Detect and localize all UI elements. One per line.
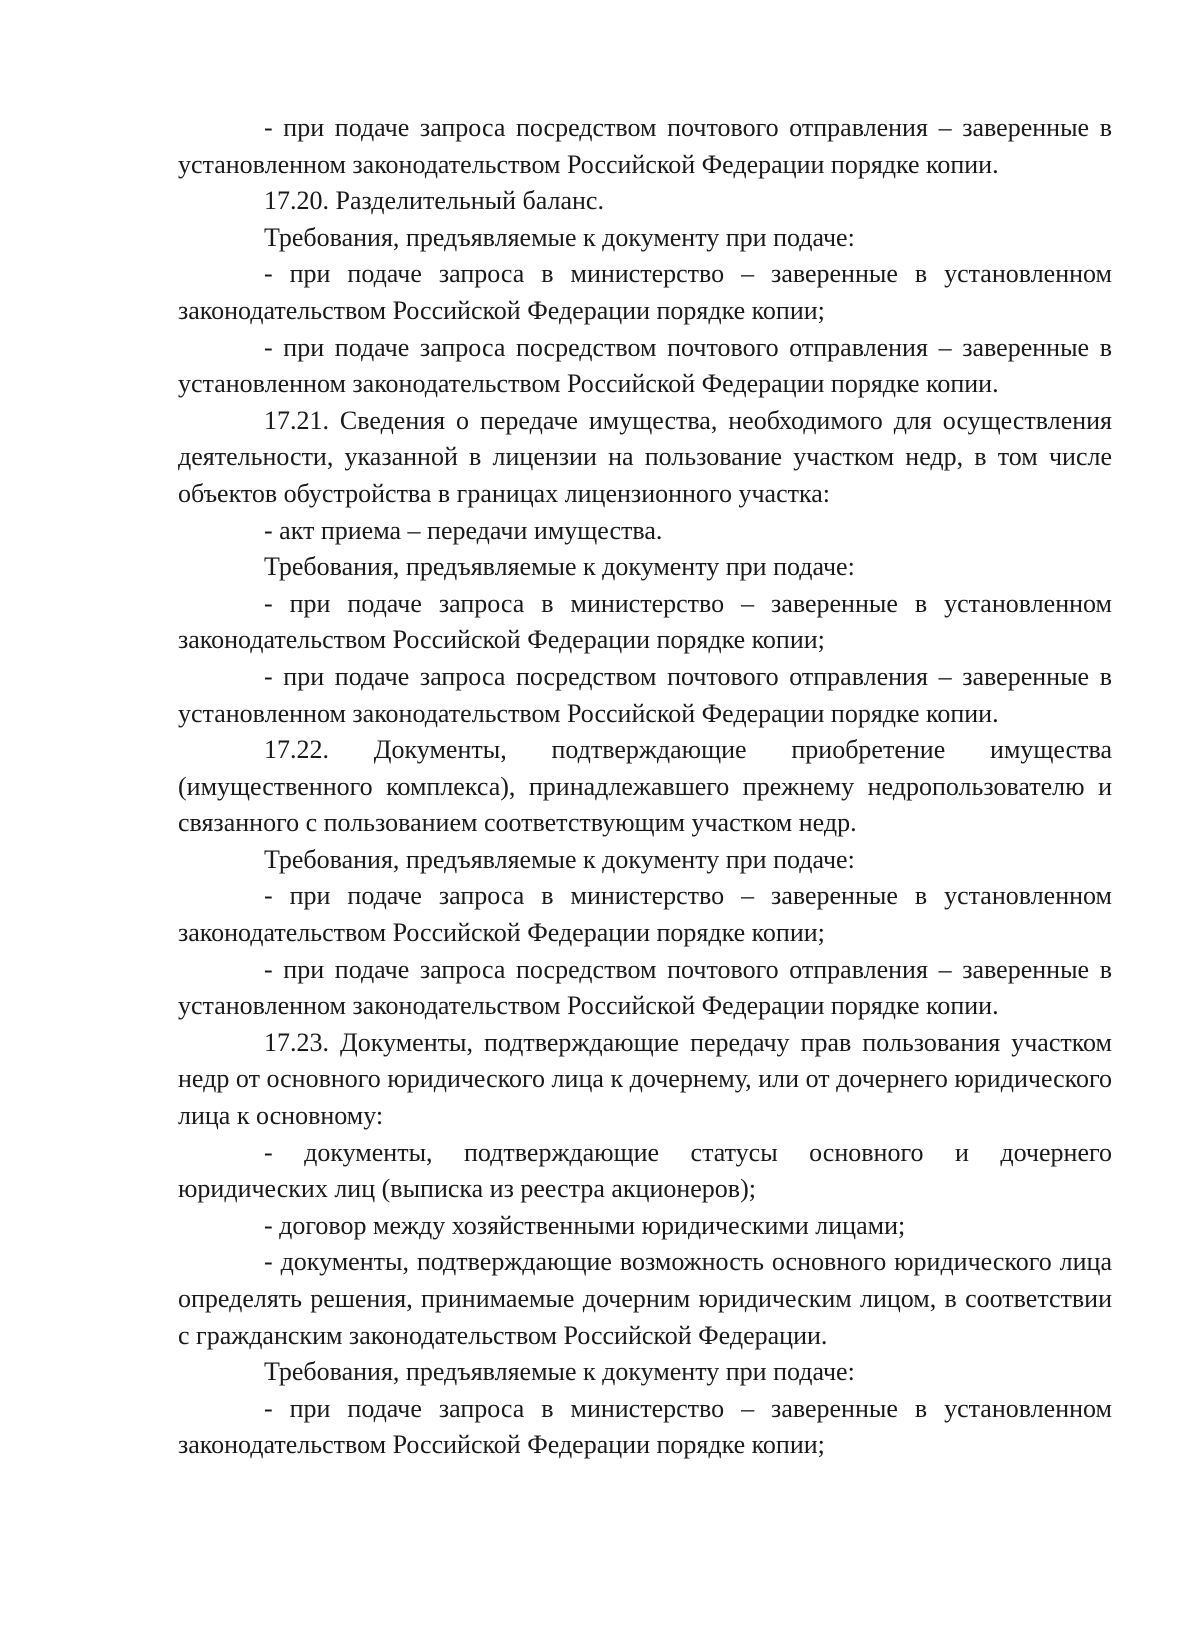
paragraph-17-21-heading: 17.21. Сведения о передаче имущества, необходимого для осуществления деятельности, указанной в лицензии на пользование участком недр, в том числе объектов обустройства в границах лицензионного участка: xyxy=(178,405,1112,508)
paragraph-requirements: Требования, предъявляемые к документу при подаче: xyxy=(264,552,855,582)
paragraph-requirements: Требования, предъявляемые к документу при подаче: xyxy=(264,1357,855,1387)
paragraph-transfer-act: - акт приема – передачи имущества. xyxy=(264,515,663,545)
paragraph-ministry-request-copies: - при подаче запроса в министерство – заверенные в установленном законодательством Российской Федерации порядке копии; xyxy=(178,881,1112,948)
paragraph-postal-request-copies: - при подаче запроса посредством почтового отправления – заверенные в установленном законодательством Российской Федерации порядке копии. xyxy=(178,332,1112,399)
paragraph-ministry-request-copies: - при подаче запроса в министерство – заверенные в установленном законодательством Российской Федерации порядке копии; xyxy=(178,588,1112,655)
paragraph-postal-request-copies: - при подаче запроса посредством почтового отправления – заверенные в установленном законодательством Российской Федерации порядке копии. xyxy=(178,661,1112,728)
paragraph-status-documents: - документы, подтверждающие статусы основного и дочернего юридических лиц (выписка из реестра акционеров); xyxy=(178,1137,1112,1204)
paragraph-ministry-request-copies: - при подаче запроса в министерство – заверенные в установленном законодательством Российской Федерации порядке копии; xyxy=(178,1393,1112,1460)
paragraph-postal-request-copies: - при подаче запроса посредством почтового отправления – заверенные в установленном законодательством Российской Федерации порядке копии. xyxy=(178,113,1112,179)
paragraph-postal-request-copies: - при подаче запроса посредством почтового отправления – заверенные в установленном законодательством Российской Федерации порядке копии. xyxy=(178,954,1112,1021)
paragraph-agreement: - договор между хозяйственными юридическими лицами; xyxy=(264,1210,906,1240)
paragraph-ministry-request-copies: - при подаче запроса в министерство – заверенные в установленном законодательством Российской Федерации порядке копии; xyxy=(178,259,1112,325)
paragraph-decision-documents: - документы, подтверждающие возможность основного юридического лица определять решения, принимаемые дочерним юридическим лицом, в соответствии с гражданским законодательством Российской Федерации. xyxy=(178,1247,1112,1350)
paragraph-17-20-heading: 17.20. Разделительный баланс. xyxy=(264,186,604,216)
paragraph-requirements: Требования, предъявляемые к документу при подаче: xyxy=(264,844,855,874)
paragraph-requirements: Требования, предъявляемые к документу при подаче: xyxy=(264,222,855,252)
document-body xyxy=(178,110,1112,1464)
paragraph-17-22-heading: 17.22. Документы, подтверждающие приобретение имущества (имущественного комплекса), принадлежавшего прежнему недропользователю и связанного с пользованием соответствующим участком недр. xyxy=(178,735,1112,838)
paragraph-17-23-heading: 17.23. Документы, подтверждающие передачу прав пользования участком недр от основного юридического лица к дочернему, или от дочернего юридического лица к основному: xyxy=(178,1027,1112,1131)
